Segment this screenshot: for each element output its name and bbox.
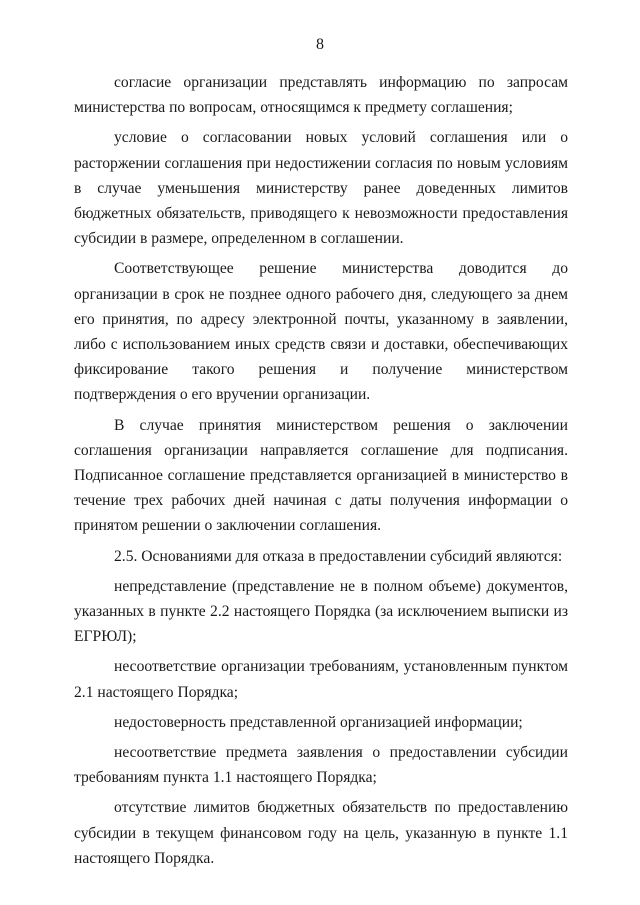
page-number: 8 — [316, 36, 324, 53]
paragraph-refusal-subject: несоответствие предмета заявления о предоставлении субсидии требованиям пункта 1.1 настоящего Порядка; — [74, 744, 568, 787]
paragraph-refusal-documents: непредставление (представление не в полном объеме) документов, указанных в пункте 2.2 настоящего Порядка (за исключением выписки из ЕГРЮЛ); — [74, 577, 568, 646]
paragraph-section-2-5: 2.5. Основаниями для отказа в предоставлении субсидий являются: — [114, 547, 563, 565]
paragraph-condition-termination: условие о согласовании новых условий соглашения или о расторжении соглашения при недостижении согласия по новым условиям в случае уменьшения министерству ранее доведенных лимитов бюджетных обязательств, приводящего к невозможности предоставления субсидии в размере, определенном в соглашении. — [74, 129, 568, 248]
paragraph-agreement-signing: В случае принятия министерством решения о заключении соглашения организации направляется соглашение для подписания. Подписанное соглашение представляется организацией в министерство в течение трех рабочих дней начиная с даты получения информации о принятом решении о заключении соглашения. — [74, 416, 568, 535]
document-body — [74, 70, 568, 876]
paragraph-consent: согласие организации представлять информацию по запросам министерства по вопросам, относящимся к предмету соглашения; — [74, 74, 568, 117]
paragraph-decision-notice: Соответствующее решение министерства доводится до организации в срок не позднее одного рабочего дня, следующего за днем его принятия, по адресу электронной почты, указанному в заявлении, либо с использованием иных средств связи и доставки, обеспечивающих фиксирование такого решения и получение министерством подтверждения о его вручении организации. — [74, 260, 568, 404]
paragraph-refusal-requirements: несоответствие организации требованиям, установленным пунктом 2.1 настоящего Порядка; — [74, 658, 568, 701]
paragraph-refusal-false-info: недостоверность представленной организацией информации; — [114, 713, 523, 731]
paragraph-refusal-limits: отсутствие лимитов бюджетных обязательств по предоставлению субсидии в текущем финансовом году на цель, указанную в пункте 1.1 настоящего Порядка. — [74, 799, 568, 867]
